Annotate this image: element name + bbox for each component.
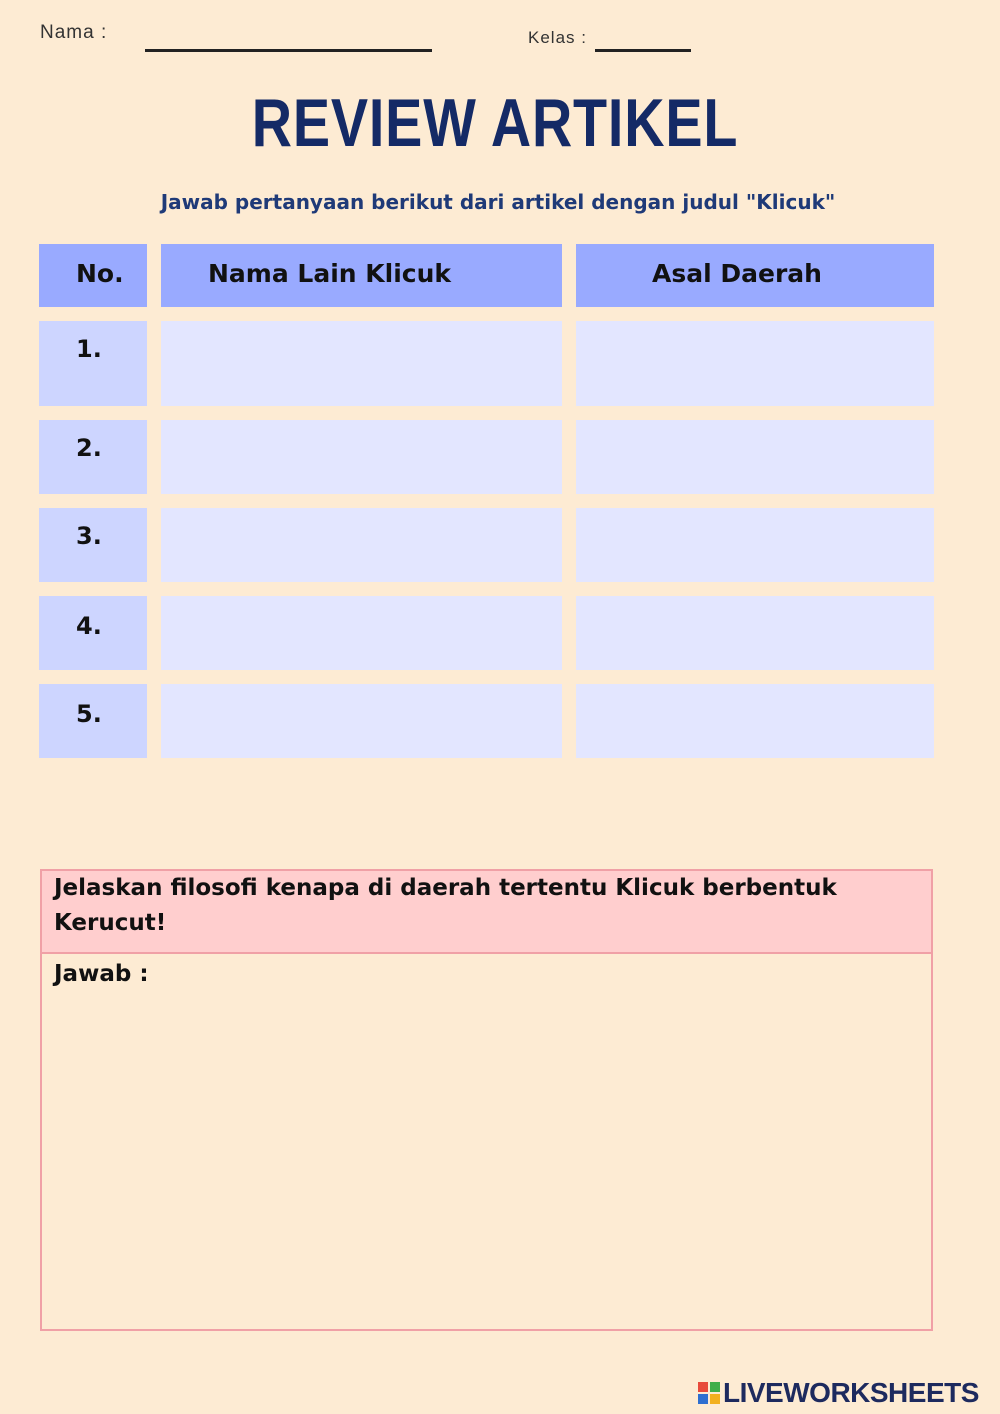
nama-lain-input[interactable] — [161, 596, 562, 670]
nama-lain-input[interactable] — [161, 420, 562, 494]
nama-lain-input[interactable] — [161, 321, 562, 406]
name-field-line[interactable] — [145, 49, 432, 52]
row-number: 4. — [39, 596, 147, 670]
nama-lain-input[interactable] — [161, 684, 562, 758]
asal-daerah-input[interactable] — [576, 420, 934, 494]
row-number: 1. — [39, 321, 147, 406]
name-label: Nama : — [40, 22, 108, 43]
class-label: Kelas : — [528, 28, 587, 47]
header-no: No. — [39, 244, 147, 307]
asal-daerah-input[interactable] — [576, 596, 934, 670]
nama-lain-input[interactable] — [161, 508, 562, 582]
answer-label: Jawab : — [54, 961, 149, 987]
asal-daerah-input[interactable] — [576, 508, 934, 582]
row-number: 2. — [39, 420, 147, 494]
row-number: 5. — [39, 684, 147, 758]
question-box: Jelaskan filosofi kenapa di daerah tertentu Klicuk berbentuk Kerucut! — [40, 869, 933, 954]
asal-daerah-input[interactable] — [576, 684, 934, 758]
liveworksheets-icon — [698, 1382, 720, 1404]
asal-daerah-input[interactable] — [576, 321, 934, 406]
answer-box[interactable] — [40, 953, 933, 1331]
brand-name: LIVEWORKSHEETS — [723, 1377, 979, 1408]
class-field-line[interactable] — [595, 49, 691, 52]
header-nama-lain: Nama Lain Klicuk — [161, 244, 562, 307]
page-title: REVIEW ARTIKEL — [251, 85, 739, 161]
page-subtitle: Jawab pertanyaan berikut dari artikel dengan judul "Klicuk" — [160, 190, 836, 214]
row-number: 3. — [39, 508, 147, 582]
brand-logo — [698, 1377, 979, 1409]
header-asal-daerah: Asal Daerah — [576, 244, 934, 307]
